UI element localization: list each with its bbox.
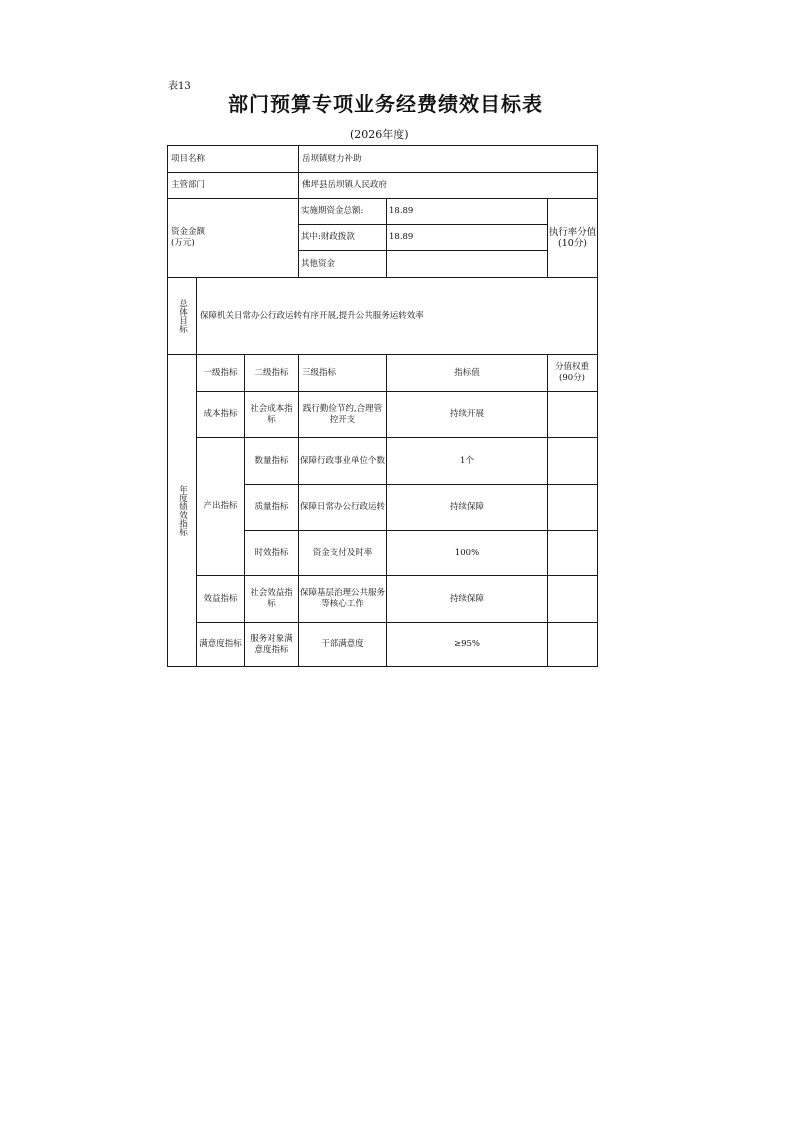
row-level3: 保障行政事业单位个数: [300, 455, 386, 466]
row-level2: 社会成本指标: [250, 403, 293, 425]
row-value: 100%: [454, 547, 480, 558]
fiscal-funds-label: 其中:财政拨款: [301, 232, 355, 242]
total-funds-label: 实施期资金总额:: [301, 206, 364, 216]
row-value: 持续开展: [449, 409, 484, 419]
col-value: 指标值: [454, 367, 480, 378]
row-level1: 产出指标: [203, 501, 238, 511]
col-level2: 二级指标: [254, 367, 289, 378]
other-funds-label: 其他资金: [301, 258, 336, 269]
row-level3: 保障基层治理公共服务等核心工作: [300, 588, 386, 609]
row-level2: 时效指标: [254, 547, 289, 558]
col-level3: 三级指标: [302, 367, 337, 378]
goal-label: 总体目标: [177, 299, 188, 333]
other-funds-value: [389, 251, 544, 277]
row-value: 持续保障: [449, 502, 484, 512]
page-title: 部门预算专项业务经费绩效目标表: [228, 92, 543, 116]
row-level2: 数量指标: [254, 455, 289, 466]
row-level3: 保障日常办公行政运转: [300, 502, 386, 512]
row-level3: 资金支付及时率: [312, 547, 373, 558]
project-name-value: 岳坝镇财力补助: [302, 153, 362, 164]
row-level1: 成本指标: [203, 409, 238, 419]
col-weight: 分值权重(90分): [554, 362, 589, 383]
fiscal-funds-value: 18.89: [389, 232, 414, 242]
goal-text: 保障机关日常办公行政运转有序开展,提升公共服务运转效率: [200, 310, 424, 321]
funds-label: 资金金额 (万元): [171, 227, 206, 248]
row-level1: 满意度指标: [199, 639, 242, 649]
row-level2: 质量指标: [254, 502, 289, 512]
row-level3: 干部满意度: [321, 639, 364, 649]
indicators-section-label: 年度绩效指标: [177, 485, 188, 536]
row-level2: 社会效益指标: [250, 588, 293, 609]
row-value: ≥95%: [453, 639, 480, 649]
project-name-label: 项目名称: [171, 153, 206, 164]
table-number: 表13: [168, 81, 191, 92]
total-funds-value: 18.89: [389, 206, 414, 216]
row-value: 1个: [460, 455, 474, 466]
row-level1: 效益指标: [203, 593, 238, 604]
dept-label: 主管部门: [171, 180, 206, 190]
exec-rate-label: 执行率分值 (10分): [548, 227, 597, 249]
fiscal-year: (2026年度): [350, 128, 409, 141]
row-level3: 践行勤俭节约,合理管控开支: [302, 403, 383, 425]
col-level1: 一级指标: [203, 367, 238, 378]
row-value: 持续保障: [449, 593, 484, 604]
row-level2: 服务对象满意度指标: [250, 633, 293, 655]
dept-value: 佛坪县岳坝镇人民政府: [302, 180, 388, 190]
